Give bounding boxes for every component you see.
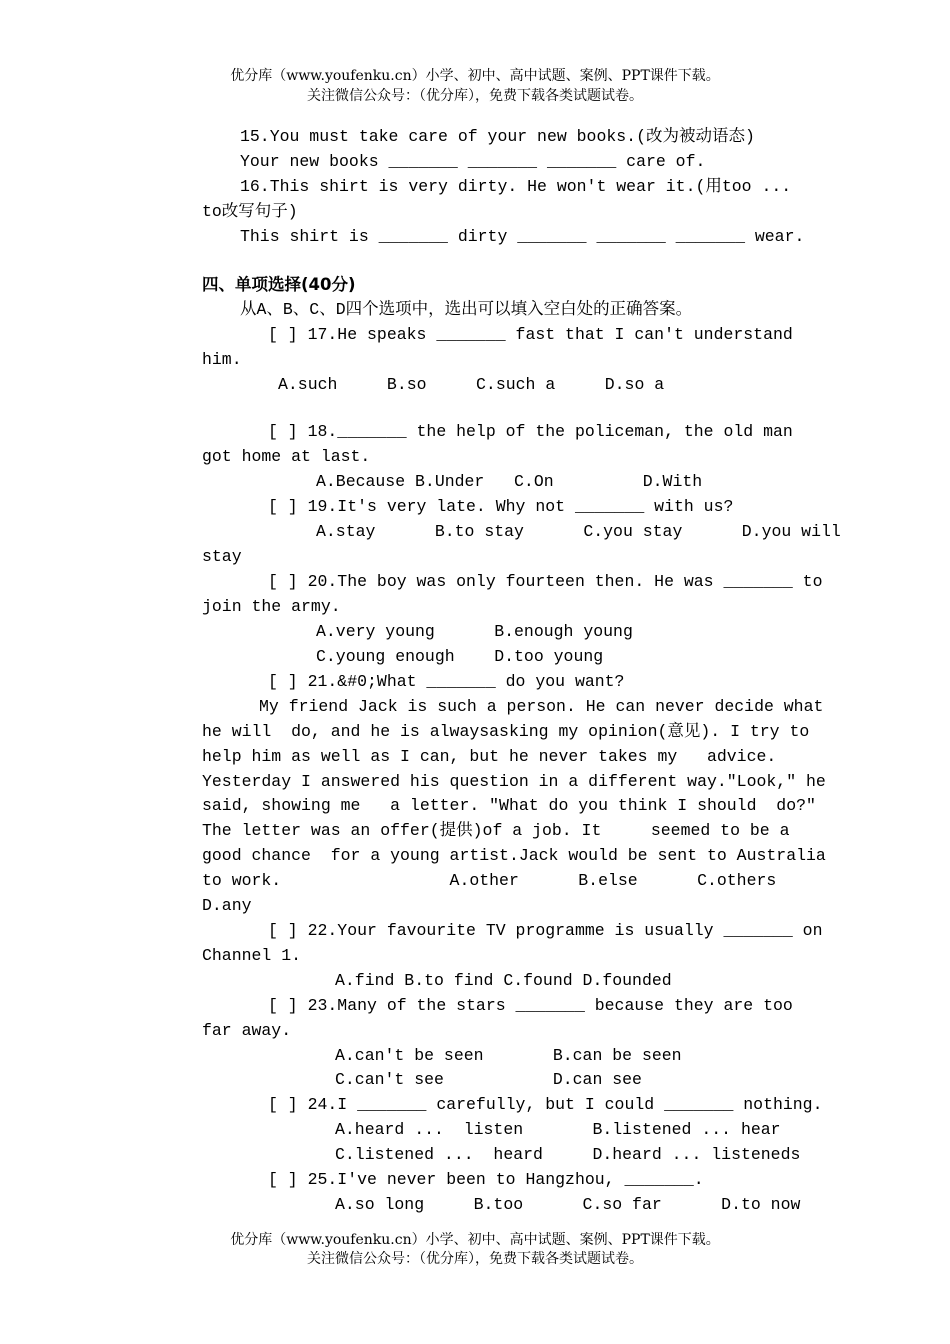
question-16-answer-line: This shirt is _______ dirty _______ _______ _______ wear. [240, 227, 805, 246]
question-21-stem: [ ] 21.&#0;What _______ do you want? [268, 672, 625, 691]
question-15-answer-line: Your new books _______ _______ _______ care of. [240, 152, 706, 171]
question-17-options: A.such B.so C.such a D.so a [278, 375, 665, 394]
passage-line-2: he will do, and he is alwaysasking my opinion(意见). I try to [202, 722, 810, 741]
question-20-stem: [ ] 20.The boy was only fourteen then. He was _______ to [268, 572, 823, 591]
question-24-stem: [ ] 24.I _______ carefully, but I could _______ nothing. [268, 1095, 823, 1114]
question-19-options-cont: stay [202, 547, 242, 566]
question-23-options-1: A.can't be seen B.can be seen [335, 1046, 682, 1065]
question-23-stem-cont: far away. [202, 1021, 292, 1040]
question-23-stem: [ ] 23.Many of the stars _______ because they are too [268, 996, 793, 1015]
question-18-stem-cont: got home at last. [202, 447, 371, 466]
section-4-instruction: 从A、B、C、D四个选项中，选出可以填入空白处的正确答案。 [240, 300, 693, 319]
question-20-options-2: C.young enough D.too young [316, 647, 604, 666]
question-17-stem: [ ] 17.He speaks _______ fast that I can't understand [268, 325, 793, 344]
passage-line-5: said, showing me a letter. "What do you think I should do?" [202, 796, 816, 815]
question-24-options-1: A.heard ... listen B.listened ... hear [335, 1120, 781, 1139]
question-19-options: A.stay B.to stay C.you stay D.you will [316, 522, 841, 541]
passage-line-4: Yesterday I answered his question in a different way."Look," he [202, 772, 826, 791]
question-17-stem-cont: him. [202, 350, 242, 369]
footer-line-1: 优分库（www.youfenku.cn）小学、初中、高中试题、案例、PPT课件下载。 [230, 1232, 720, 1248]
passage-line-1: My friend Jack is such a person. He can never decide what [259, 697, 824, 716]
passage-line-3: help him as well as I can, but he never takes my advice. [202, 747, 777, 766]
header-line-2: 关注微信公众号：（优分库），免费下载各类试题试卷。 [307, 88, 643, 104]
question-23-options-2: C.can't see D.can see [335, 1070, 642, 1089]
question-25-stem: [ ] 25.I've never been to Hangzhou, _______. [268, 1170, 704, 1189]
question-21-options: to work. A.other B.else C.others [202, 871, 777, 890]
question-19-stem: [ ] 19.It's very late. Why not _______ with us? [268, 497, 734, 516]
question-22-stem-cont: Channel 1. [202, 946, 302, 965]
question-18-options: A.Because B.Under C.On D.With [316, 472, 703, 491]
question-20-stem-cont: join the army. [202, 597, 341, 616]
header-line-1: 优分库（www.youfenku.cn）小学、初中、高中试题、案例、PPT课件下载。 [230, 68, 720, 84]
passage-line-6: The letter was an offer(提供)of a job. It seemed to be a [202, 821, 790, 840]
question-21-options-cont: D.any [202, 896, 252, 915]
question-22-stem: [ ] 22.Your favourite TV programme is usually _______ on [268, 921, 823, 940]
passage-line-7: good chance for a young artist.Jack would be sent to Australia [202, 846, 826, 865]
question-16-line: 16.This shirt is very dirty. He won't wear it.(用too ... [240, 177, 792, 196]
question-18-stem: [ ] 18._______ the help of the policeman, the old man [268, 422, 793, 441]
question-24-options-2: C.listened ... heard D.heard ... listeneds [335, 1145, 801, 1164]
question-25-options: A.so long B.too C.so far D.to now [335, 1195, 801, 1214]
question-15-line: 15.You must take care of your new books.(改为被动语态) [240, 127, 755, 146]
question-16-line-cont: to改写句子) [202, 202, 298, 221]
section-4-title: 四、单项选择(40分) [202, 275, 356, 294]
question-20-options-1: A.very young B.enough young [316, 622, 633, 641]
footer-line-2: 关注微信公众号：（优分库），免费下载各类试题试卷。 [307, 1251, 643, 1267]
question-22-options: A.find B.to find C.found D.founded [335, 971, 672, 990]
